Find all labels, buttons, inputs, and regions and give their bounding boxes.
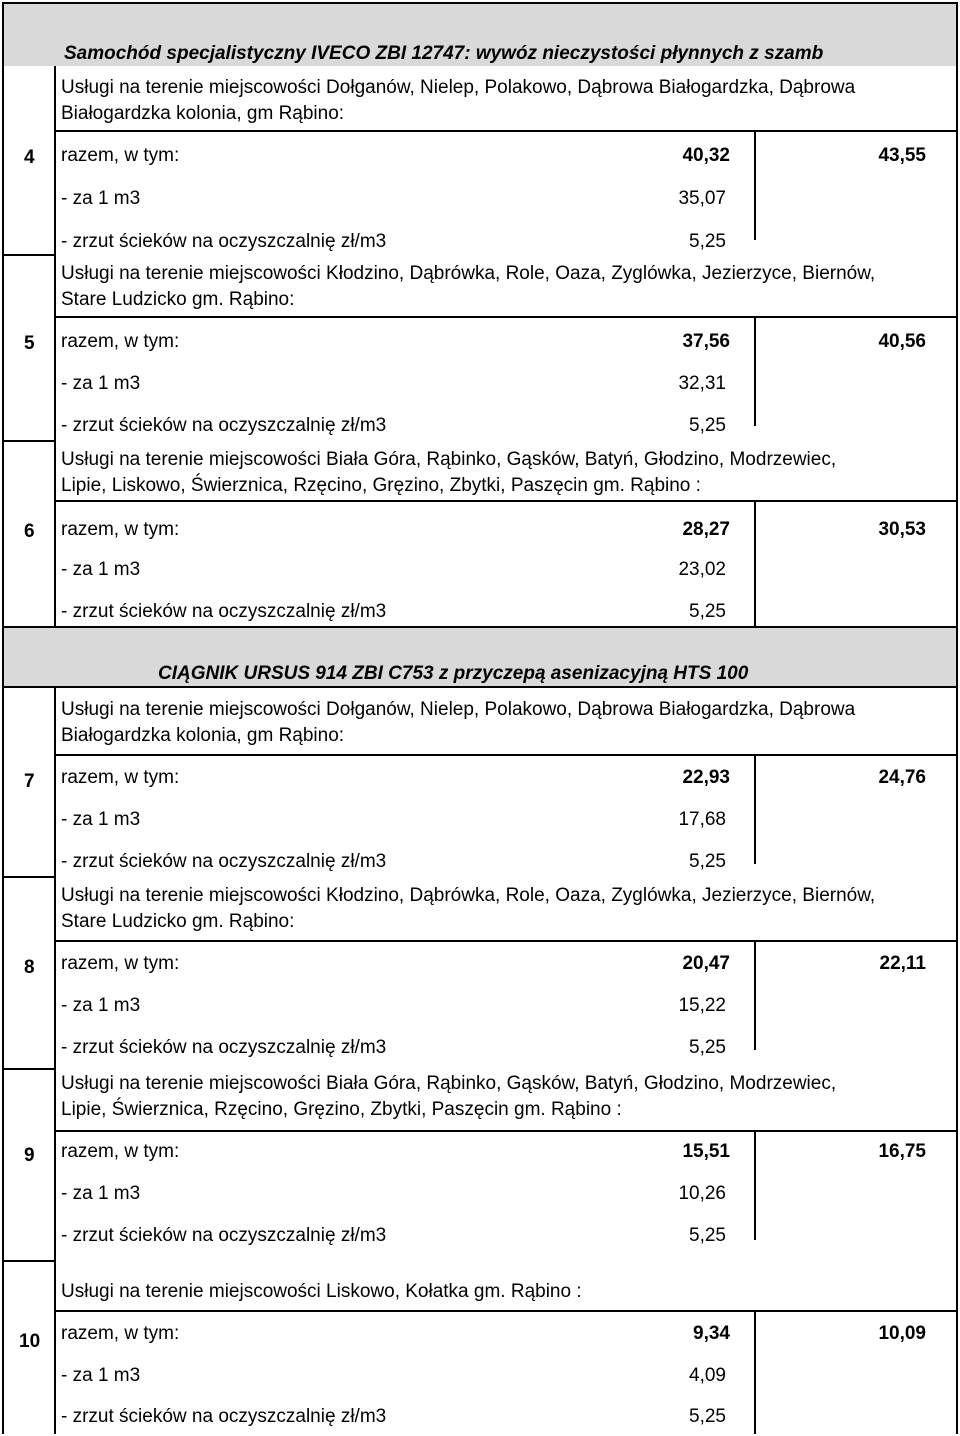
total-label: razem, w tym: [61, 1323, 180, 1344]
m3-value: 4,09 [689, 1365, 726, 1386]
total-net: 15,51 [682, 1141, 730, 1162]
row-divider [2, 876, 56, 878]
row-divider [2, 1068, 56, 1070]
m3-value: 35,07 [678, 188, 726, 209]
plant-label: - zrzut ścieków na oczyszczalnię zł/m3 [61, 415, 387, 436]
row-description: Białogardzka kolonia, gm Rąbino: [61, 725, 345, 746]
m3-label: - za 1 m3 [61, 1183, 141, 1204]
row-number: 5 [24, 333, 35, 354]
row-number: 4 [24, 147, 35, 168]
plant-label: - zrzut ścieków na oczyszczalnię zł/m3 [61, 601, 387, 622]
m3-value: 15,22 [678, 995, 726, 1016]
plant-value: 5,25 [689, 851, 726, 872]
m3-label: - za 1 m3 [61, 559, 141, 580]
row-description: Białogardzka kolonia, gm Rąbino: [61, 103, 345, 124]
row-number: 10 [19, 1331, 41, 1352]
m3-label: - za 1 m3 [61, 373, 141, 394]
row-description: Usługi na terenie miejscowości Dołganów, Nielep, Polakowo, Dąbrowa Białogardzka, Dąbrowa [61, 77, 856, 98]
total-gross: 16,75 [878, 1141, 926, 1162]
plant-label: - zrzut ścieków na oczyszczalnię zł/m3 [61, 851, 387, 872]
total-gross: 43,55 [878, 145, 926, 166]
row-number: 8 [24, 957, 35, 978]
m3-value: 32,31 [678, 373, 726, 394]
m3-value: 17,68 [678, 809, 726, 830]
total-label: razem, w tym: [61, 331, 180, 352]
cell-divider [754, 754, 756, 864]
plant-value: 5,25 [689, 1037, 726, 1058]
row-divider [2, 440, 56, 442]
m3-label: - za 1 m3 [61, 995, 141, 1016]
total-label: razem, w tym: [61, 145, 180, 166]
total-net: 28,27 [682, 519, 730, 540]
row-description: Stare Ludzicko gm. Rąbino: [61, 911, 295, 932]
total-net: 37,56 [682, 331, 730, 352]
number-column-divider [54, 686, 56, 1434]
plant-label: - zrzut ścieków na oczyszczalnię zł/m3 [61, 231, 387, 252]
total-net: 20,47 [682, 953, 730, 974]
row-divider [2, 1260, 56, 1262]
total-net: 40,32 [682, 145, 730, 166]
total-label: razem, w tym: [61, 953, 180, 974]
plant-value: 5,25 [689, 415, 726, 436]
row-description: Lipie, Liskowo, Świerznica, Rzęcino, Gręzino, Zbytki, Paszęcin gm. Rąbino : [61, 475, 701, 496]
row-rule [56, 316, 956, 318]
row-description: Stare Ludzicko gm. Rąbino: [61, 289, 295, 310]
m3-label: - za 1 m3 [61, 188, 141, 209]
row-rule [56, 754, 956, 756]
total-gross: 30,53 [878, 519, 926, 540]
plant-value: 5,25 [689, 1406, 726, 1427]
number-column-divider [54, 66, 56, 628]
row-rule [56, 130, 956, 132]
total-label: razem, w tym: [61, 767, 180, 788]
cell-divider [754, 500, 756, 626]
section-header: Samochód specjalistyczny IVECO ZBI 12747: wywóz nieczystości płynnych z szamb [64, 43, 824, 64]
total-gross: 10,09 [878, 1323, 926, 1344]
row-description: Usługi na terenie miejscowości Biała Góra, Rąbinko, Gąsków, Batyń, Głodzino, Modrzewiec, [61, 1073, 837, 1094]
table-border-top [2, 2, 958, 4]
total-gross: 24,76 [878, 767, 926, 788]
plant-label: - zrzut ścieków na oczyszczalnię zł/m3 [61, 1037, 387, 1058]
section-header: CIĄGNIK URSUS 914 ZBI C753 z przyczepą asenizacyjną HTS 100 [158, 663, 749, 684]
table-border-left [2, 2, 4, 1434]
plant-label: - zrzut ścieków na oczyszczalnię zł/m3 [61, 1225, 387, 1246]
section-divider [2, 686, 958, 688]
total-label: razem, w tym: [61, 1141, 180, 1162]
row-description: Usługi na terenie miejscowości Liskowo, Kołatka gm. Rąbino : [61, 1281, 582, 1302]
table-border-right [956, 2, 958, 1434]
row-number: 6 [24, 521, 35, 542]
m3-label: - za 1 m3 [61, 1365, 141, 1386]
total-gross: 22,11 [879, 953, 926, 974]
section-divider [2, 626, 958, 628]
plant-label: - zrzut ścieków na oczyszczalnię zł/m3 [61, 1406, 387, 1427]
total-net: 22,93 [682, 767, 730, 788]
row-rule [56, 1310, 956, 1312]
m3-value: 23,02 [678, 559, 726, 580]
cell-divider [754, 130, 756, 240]
cell-divider [754, 1310, 756, 1434]
plant-value: 5,25 [689, 601, 726, 622]
m3-label: - za 1 m3 [61, 809, 141, 830]
row-rule [56, 1130, 956, 1132]
row-number: 7 [24, 771, 35, 792]
row-description: Usługi na terenie miejscowości Kłodzino, Dąbrówka, Role, Oaza, Zyglówka, Jezierzyce, Biernów, [61, 263, 876, 284]
row-number: 9 [24, 1145, 35, 1166]
row-description: Usługi na terenie miejscowości Dołganów, Nielep, Polakowo, Dąbrowa Białogardzka, Dąbrowa [61, 699, 856, 720]
row-rule [56, 500, 956, 502]
row-rule [56, 940, 956, 942]
row-divider [2, 254, 56, 256]
total-label: razem, w tym: [61, 519, 180, 540]
total-net: 9,34 [693, 1323, 730, 1344]
plant-value: 5,25 [689, 1225, 726, 1246]
m3-value: 10,26 [678, 1183, 726, 1204]
cell-divider [754, 1130, 756, 1240]
cell-divider [754, 316, 756, 426]
row-description: Usługi na terenie miejscowości Kłodzino, Dąbrówka, Role, Oaza, Zyglówka, Jezierzyce, Biernów, [61, 885, 876, 906]
row-description: Usługi na terenie miejscowości Biała Góra, Rąbinko, Gąsków, Batyń, Głodzino, Modrzewiec, [61, 449, 837, 470]
total-gross: 40,56 [878, 331, 926, 352]
row-description: Lipie, Świerznica, Rzęcino, Gręzino, Zbytki, Paszęcin gm. Rąbino : [61, 1099, 622, 1120]
plant-value: 5,25 [689, 231, 726, 252]
cell-divider [754, 940, 756, 1050]
